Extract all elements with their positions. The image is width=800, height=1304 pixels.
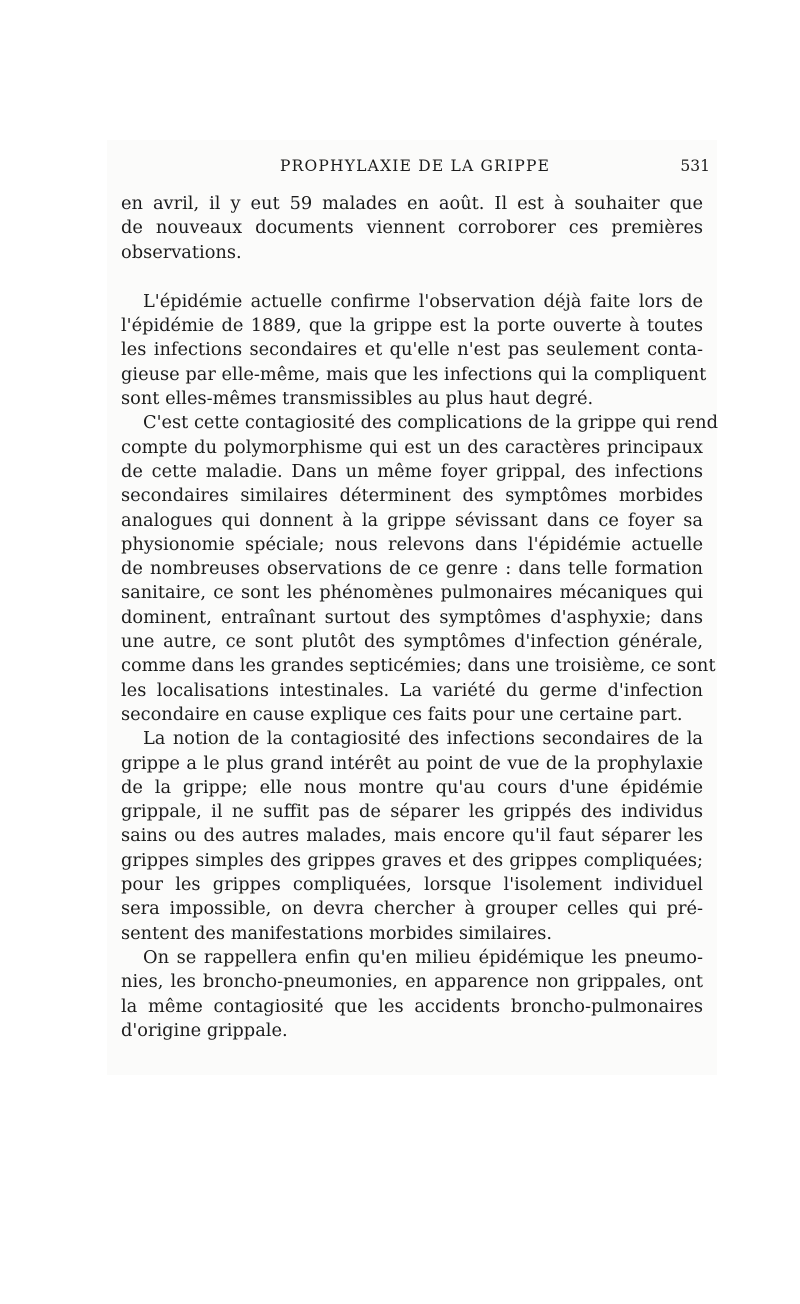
text-line: sentent des manifestations morbides similaires. xyxy=(121,922,552,944)
text-line: grippale, il ne suffit pas de séparer les grippés des individus xyxy=(121,801,703,823)
text-line: On se rappellera enfin qu'en milieu épidémique les pneumo- xyxy=(143,946,703,968)
text-line: de cette maladie. Dans un même foyer grippal, des infections xyxy=(121,460,703,482)
text-line: de nouveaux documents viennent corroborer ces premières xyxy=(121,217,703,239)
text-line: sains ou des autres malades, mais encore qu'il faut séparer les xyxy=(121,825,703,847)
text-line: en avril, il y eut 59 malades en août. Il est à souhaiter que xyxy=(121,193,703,214)
text-line: secondaires similaires déterminent des symptômes morbides xyxy=(121,485,703,507)
text-line: secondaire en cause explique ces faits pour une certaine part. xyxy=(121,703,683,725)
page-number: 531 xyxy=(680,157,710,175)
text-line: analogues qui donnent à la grippe sévissant dans ce foyer sa xyxy=(121,509,703,531)
paragraph xyxy=(121,192,703,265)
text-line: de la grippe; elle nous montre qu'au cours d'une épidémie xyxy=(121,776,703,798)
text-line: C'est cette contagiosité des complications de la grippe qui rend xyxy=(143,412,718,434)
text-line: de nombreuses observations de ce genre : dans telle formation xyxy=(121,558,703,580)
text-line: l'épidémie de 1889, que la grippe est la porte ouverte à toutes xyxy=(121,315,703,337)
text-line: dominent, entraînant surtout des symptômes d'asphyxie; dans xyxy=(121,606,703,628)
text-line: grippes simples des grippes graves et des grippes compliquées; xyxy=(121,849,703,871)
text-line: d'origine grippale. xyxy=(121,1019,288,1041)
text-line: grippe a le plus grand intérêt au point de vue de la prophylaxie xyxy=(121,752,703,774)
text-line: une autre, ce sont plutôt des symptômes d'infection générale, xyxy=(121,631,703,653)
paragraph xyxy=(121,290,707,411)
running-title: PROPHYLAXIE DE LA GRIPPE xyxy=(280,157,551,175)
text-line: L'épidémie actuelle confirme l'observation déjà faite lors de xyxy=(143,290,703,312)
text-line: sera impossible, on devra chercher à grouper celles qui pré- xyxy=(121,898,703,920)
text-line: comme dans les grandes septicémies; dans une troisième, ce sont xyxy=(121,655,716,677)
paragraph xyxy=(121,727,703,946)
text-line: physionomie spéciale; nous relevons dans l'épidémie actuelle xyxy=(121,533,703,555)
text-line: sont elles-mêmes transmissibles au plus haut degré. xyxy=(121,388,594,410)
running-head xyxy=(120,157,712,181)
text-line: nies, les broncho-pneumonies, en apparence non grippales, ont xyxy=(121,971,703,993)
text-line: La notion de la contagiosité des infections secondaires de la xyxy=(143,728,703,750)
paragraph xyxy=(121,411,718,727)
text-line: les localisations intestinales. La variété du germe d'infection xyxy=(121,679,703,701)
text-line: compte du polymorphisme qui est un des caractères principaux xyxy=(121,436,703,458)
text-line: les infections secondaires et qu'elle n'est pas seulement conta- xyxy=(121,339,703,361)
text-line: la même contagiosité que les accidents broncho-pulmonaires xyxy=(121,995,703,1017)
text-line: sanitaire, ce sont les phénomènes pulmonaires mécaniques qui xyxy=(121,582,703,604)
paragraph xyxy=(121,946,703,1043)
text-line: gieuse par elle-même, mais que les infections qui la compliquent xyxy=(121,363,707,385)
body-text xyxy=(121,192,718,1043)
text-line: observations. xyxy=(121,241,242,263)
text-line: pour les grippes compliquées, lorsque l'isolement individuel xyxy=(121,874,703,896)
